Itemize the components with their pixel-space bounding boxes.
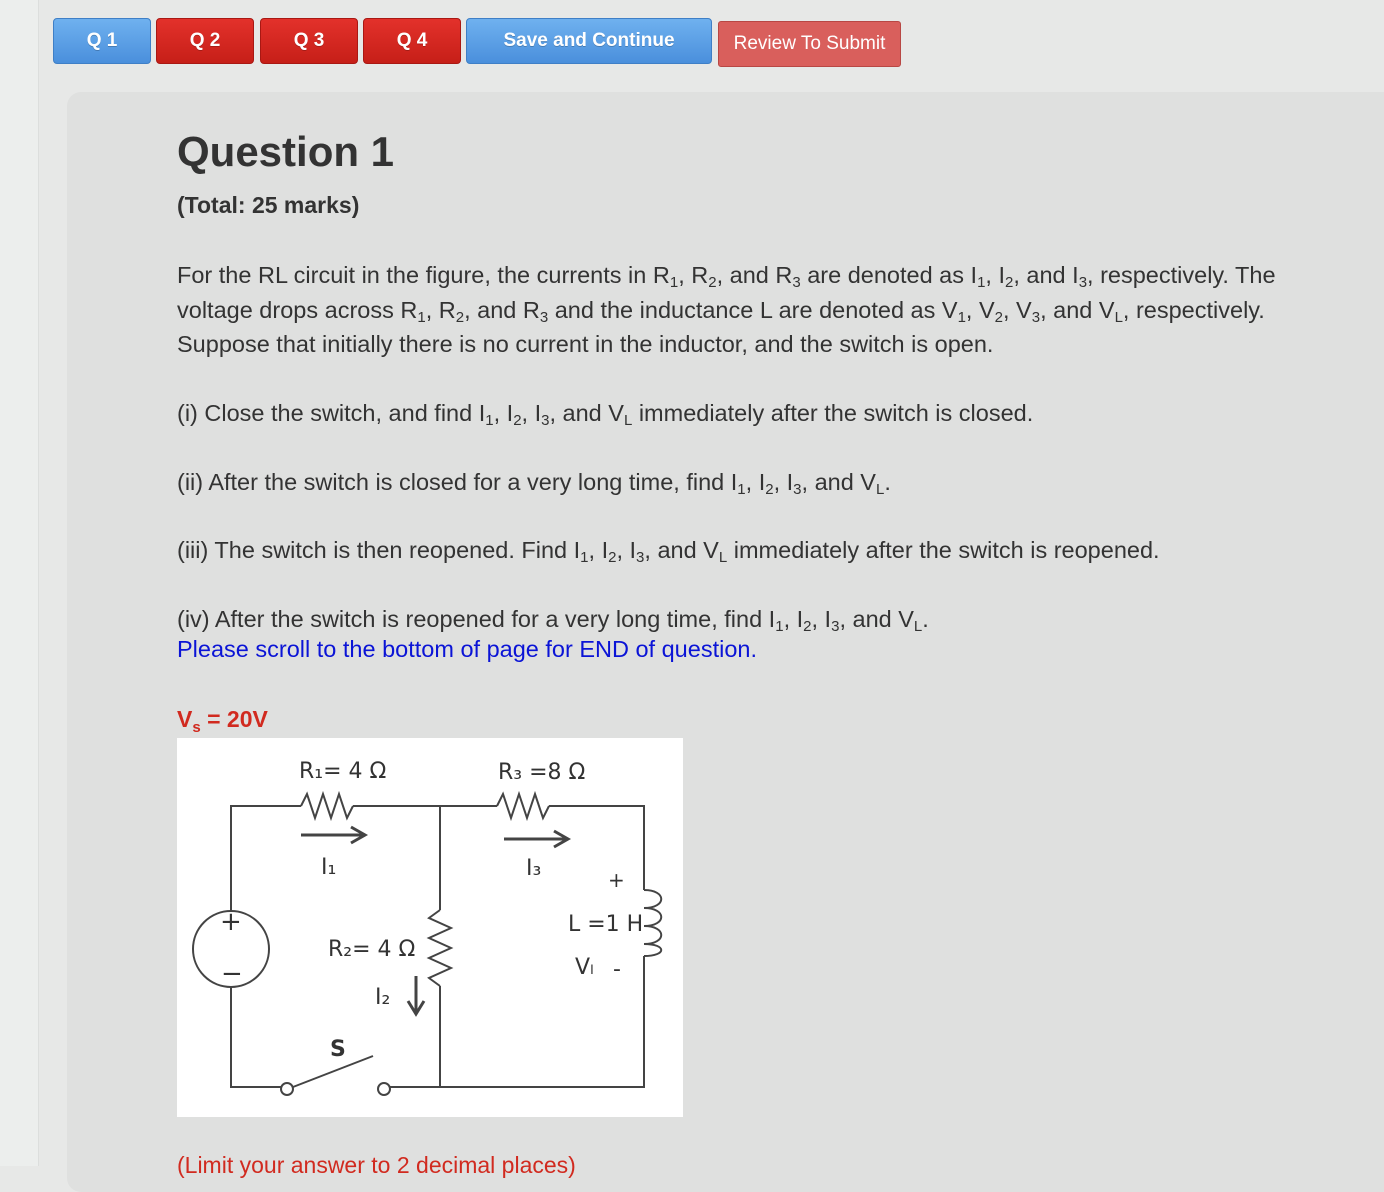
r2-label: R₂= 4 Ω <box>328 937 416 962</box>
switch-terminal-right <box>378 1083 390 1095</box>
circuit-diagram <box>177 738 683 1117</box>
right-top-wire <box>549 806 644 890</box>
switch-terminal-left <box>281 1083 293 1095</box>
question-4-button[interactable]: Q 4 <box>363 18 461 64</box>
inductor-label: L =1 H <box>568 912 644 937</box>
question-1-button[interactable]: Q 1 <box>53 18 151 64</box>
r3-resistor <box>497 794 549 818</box>
question-part-iv: (iv) After the switch is reopened for a very long time, find $I_1$, $I_2$, $I_3$, and $V_L$. <box>177 606 929 635</box>
source-voltage-label: $V_s = 20V$ <box>177 706 268 736</box>
question-3-button[interactable]: Q 3 <box>260 18 358 64</box>
switch-label: S <box>330 1037 346 1062</box>
question-title: Question 1 <box>177 128 395 175</box>
inductor-coil <box>644 890 661 956</box>
circuit-figure <box>177 738 683 1117</box>
question-marks: (Total: 25 marks) <box>177 192 360 218</box>
save-and-continue-button[interactable]: Save and Continue <box>466 18 712 64</box>
i1-label: I₁ <box>321 855 337 880</box>
question-part-i: (i) Close the switch, and find $I_1$, $I_2$, $I_3$, and $V_L$ immediately after the switch is closed. <box>177 400 1034 429</box>
r3-label: R₃ =8 Ω <box>498 760 586 785</box>
source-minus-label: − <box>221 959 243 989</box>
inductor-minus-label: - <box>613 957 621 982</box>
source-plus-label: + <box>220 907 242 937</box>
left-top-wire <box>231 806 301 911</box>
bottom-left-wire <box>231 987 281 1087</box>
i2-label: I₂ <box>375 985 391 1010</box>
left-scroll-strip <box>0 0 39 1166</box>
scroll-note: Please scroll to the bottom of page for END of question. <box>177 636 757 662</box>
review-to-submit-button[interactable]: Review To Submit <box>718 21 901 67</box>
question-part-iii: (iii) The switch is then reopened. Find $I_1$, $I_2$, $I_3$, and $V_L$ immediately after the switch is reopened. <box>177 537 1160 566</box>
inductor-plus-label: + <box>608 868 625 892</box>
r1-label: R₁= 4 Ω <box>299 759 387 784</box>
question-intro: For the RL circuit in the figure, the currents in $R_1$, $R_2$, and $R_3$ are denoted as $I_1$, $I_2$, and $I_3$, respectively. The voltage drops across $R_1$, $R_2$, and $R_3$ and the inductance L are denoted as $V_1$, $V_2$, $V_3$, and $V_L$, respectively. Suppose that initially there is no current in the inductor, and the switch is open. <box>177 262 1276 357</box>
r1-resistor <box>301 794 353 818</box>
vl-label: Vₗ <box>575 955 594 980</box>
limit-answer-note: (Limit your answer to 2 decimal places) <box>177 1152 576 1178</box>
i3-label: I₃ <box>526 856 542 881</box>
question-2-button[interactable]: Q 2 <box>156 18 254 64</box>
question-part-ii: (ii) After the switch is closed for a very long time, find $I_1$, $I_2$, $I_3$, and $V_L$. <box>177 469 891 498</box>
r2-resistor <box>429 910 451 986</box>
